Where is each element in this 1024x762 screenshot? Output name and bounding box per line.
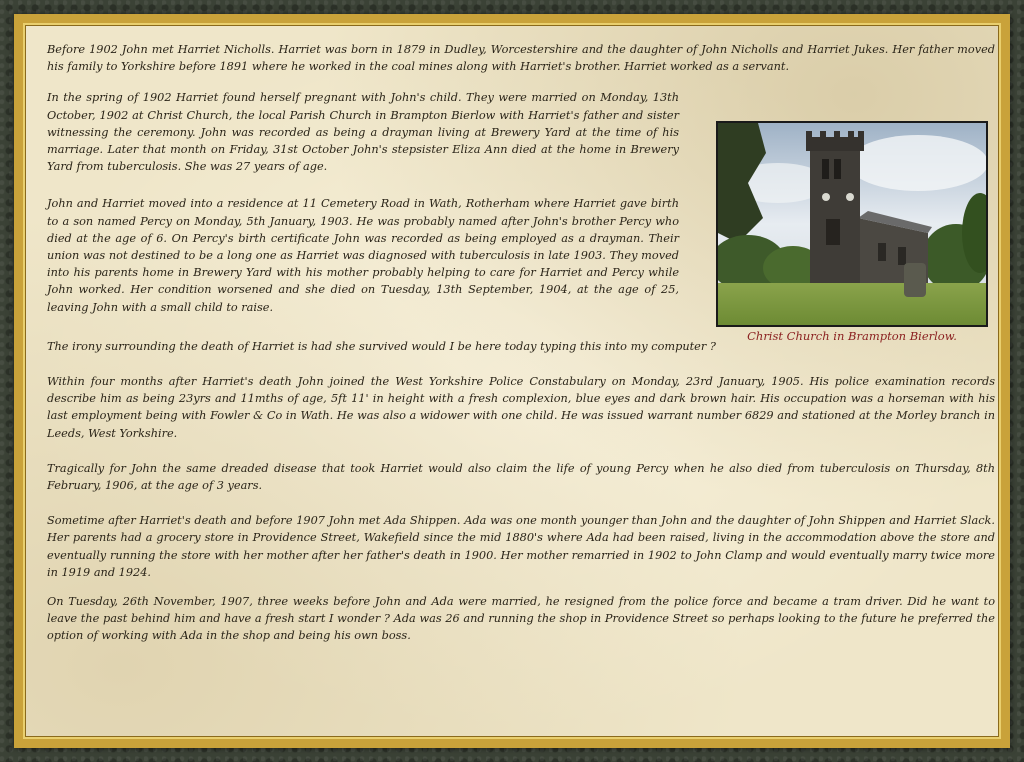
paragraph-7: Sometime after Harriet's death and before 1907 John met Ada Shippen. Ada was one month younger than John and the daughter of John Shippen and Harriet Slack. Her parents had a grocery store in Providence Street, Wakefield since the mid 1880's where Ada had been raised, living in the accommodation above the store and eventually running the store with her mother after her father's death in 1900. Her mother remarried in 1902 to John Clamp and would eventually marry twice more in 1919 and 1924. [47, 514, 995, 579]
page-frame [14, 14, 1010, 748]
photo-caption: Christ Church in Brampton Bierlow. [747, 329, 957, 343]
paragraph-8: On Tuesday, 26th November, 1907, three weeks before John and Ada were married, he resigned from the police force and became a tram driver. Did he want to leave the past behind him and have a fresh start I wonder ? Ada was 26 and running the shop in Providence Street so perhaps looking to the future he preferred the option of working with Ada in the shop and being his own boss. [47, 595, 995, 643]
church-icon [718, 123, 986, 325]
paragraph-6: Tragically for John the same dreaded disease that took Harriet would also claim the life of young Percy when he also died from tuberculosis on Thursday, 8th February, 1906, at the age of 3 years. [47, 461, 995, 493]
paragraph-4: The irony surrounding the death of Harriet is had she survived would I be here today typing this into my computer ? [47, 339, 716, 353]
paragraph-3: John and Harriet moved into a residence at 11 Cemetery Road in Wath, Rotherham where Harriet gave birth to a son named Percy on Monday, 5th January, 1903. He was probably named after John's brother Percy who died at the age of 6. On Percy's birth certificate John was recorded as being employed as a drayman. Their union was not destined to be a long one as Harriet was diagnosed with tuberculosis in late 1903. They moved into his parents home in Brewery Yard with his mother probably helping to care for Harriet and Percy while John worked. Her condition worsened and she died on Tuesday, 13th September, 1904, at the age of 25, leaving John with a small child to raise. [47, 197, 679, 314]
paragraph-1: Before 1902 John met Harriet Nicholls. Harriet was born in 1879 in Dudley, Worcestershire and the daughter of John Nicholls and Harriet Jukes. Her father moved his family to Yorkshire before 1891 where he worked in the coal mines along with Harriet's brother. Harriet worked as a servant. [47, 43, 995, 74]
paragraph-2: In the spring of 1902 Harriet found herself pregnant with John's child. They were married on Monday, 13th October, 1902 at Christ Church, the local Parish Church in Brampton Bierlow with Harriet's father and sister witnessing the ceremony. John was recorded as being a drayman living at Brewery Yard at the time of his marriage. Later that month on Friday, 31st October John's stepsister Eliza Ann died at the home in Brewery Yard from tuberculosis. She was 27 years of age. [47, 91, 679, 174]
church-photo [716, 121, 988, 327]
church-photo-box [716, 121, 988, 327]
paragraph-5: Within four months after Harriet's death John joined the West Yorkshire Police Constabulary on Monday, 23rd January, 1905. His police examination records describe him as being 23yrs and 11mths of age, 5ft 11' in height with a fresh complexion, blue eyes and dark brown hair. His occupation was a horseman with his last employment being with Fowler & Co in Wath. He was also a widower with one child. He was issued warrant number 6829 and stationed at the Morley branch in Leeds, West Yorkshire. [47, 375, 995, 440]
